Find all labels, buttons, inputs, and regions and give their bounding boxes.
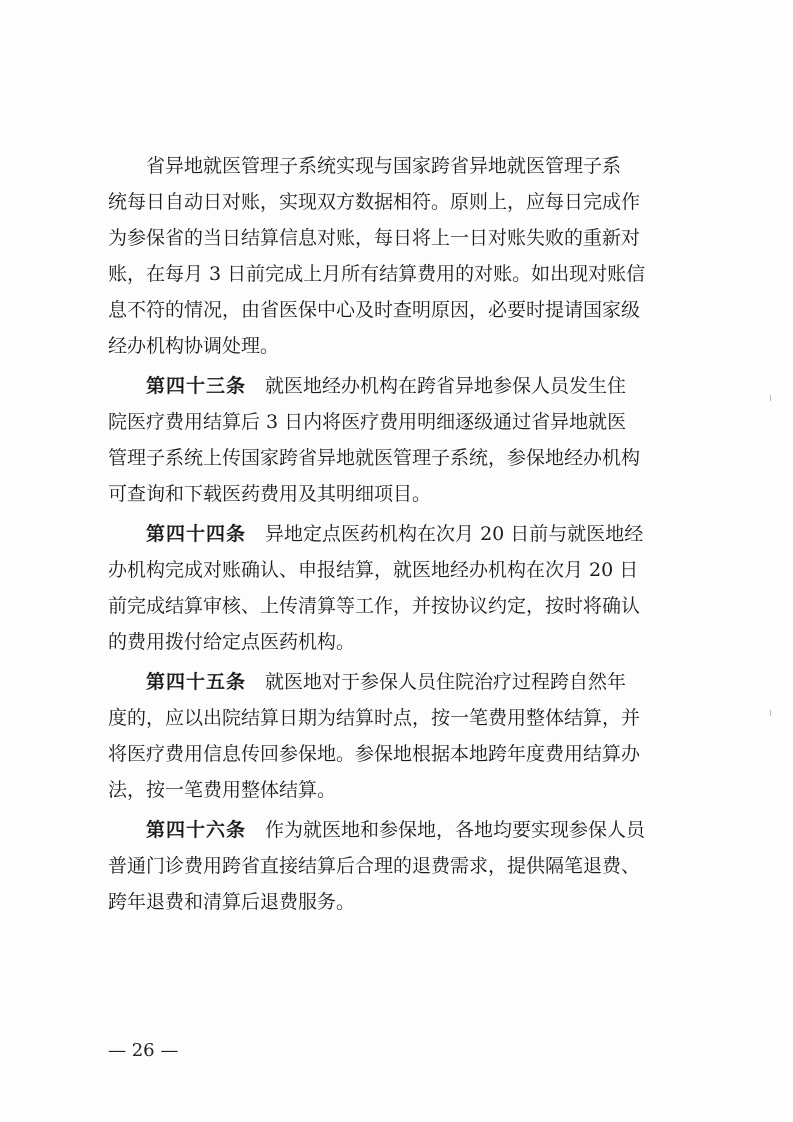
article-first-line [108,516,708,552]
paragraph-line: 的费用拨付给定点医药机构。 [108,631,356,653]
page-number: — 26 — [108,1040,179,1061]
paragraph-line: 省异地就医管理子系统实现与国家跨省异地就医管理子系 [146,155,622,177]
paragraph-line: 统每日自动日对账，实现双方数据相符。原则上，应每日完成作 [108,191,641,213]
article-title: 第四十三条 [146,375,247,397]
paragraph-line: 就医地对于参保人员住院治疗过程跨自然年 [265,671,627,693]
paragraph-line: 院医疗费用结算后 3 日内将医疗费用明细逐级通过省异地就医 [108,411,627,433]
article-first-line [108,812,708,848]
article-first-line [108,664,708,700]
paragraph-line: 前完成结算审核、上传清算等工作，并按协议约定，按时将确认 [108,595,641,617]
scan-edge-mark [770,710,771,716]
paragraph-line: 将医疗费用信息传回参保地。参保地根据本地跨年度费用结算办 [108,743,641,765]
article-title: 第四十六条 [146,819,247,841]
paragraph-line: 管理子系统上传国家跨省异地就医管理子系统，参保地经办机构 [108,447,641,469]
paragraph-line: 就医地经办机构在跨省异地参保人员发生住 [265,375,627,397]
document-body [108,148,708,920]
paragraph-line: 为参保省的当日结算信息对账，每日将上一日对账失败的重新对 [108,227,641,249]
article-title: 第四十五条 [146,671,247,693]
paragraph-line: 普通门诊费用跨省直接结算后合理的退费需求，提供隔笔退费、 [108,855,641,877]
scan-edge-mark [770,395,771,401]
paragraph-line: 跨年退费和清算后退费服务。 [108,891,356,913]
paragraph-line: 度的，应以出院结算日期为结算时点，按一笔费用整体结算，并 [108,707,641,729]
paragraph-line: 办机构完成对账确认、申报结算，就医地经办机构在次月 20 日 [108,559,639,581]
article-44 [108,516,708,660]
article-title: 第四十四条 [146,523,247,545]
paragraph-line: 可查询和下载医药费用及其明细项目。 [108,483,432,505]
paragraph-line: 经办机构协调处理。 [108,335,280,357]
article-43 [108,368,708,512]
paragraph-line: 作为就医地和参保地，各地均要实现参保人员 [265,819,646,841]
paragraph-1 [108,148,708,364]
article-45 [108,664,708,808]
paragraph-line: 账，在每月 3 日前完成上月所有结算费用的对账。如出现对账信 [108,263,646,285]
article-first-line [108,368,708,404]
paragraph-line: 法，按一笔费用整体结算。 [108,779,337,801]
paragraph-line: 息不符的情况，由省医保中心及时查明原因，必要时提请国家级 [108,299,641,321]
paragraph-line: 异地定点医药机构在次月 20 日前与就医地经 [265,523,644,545]
article-46 [108,812,708,920]
